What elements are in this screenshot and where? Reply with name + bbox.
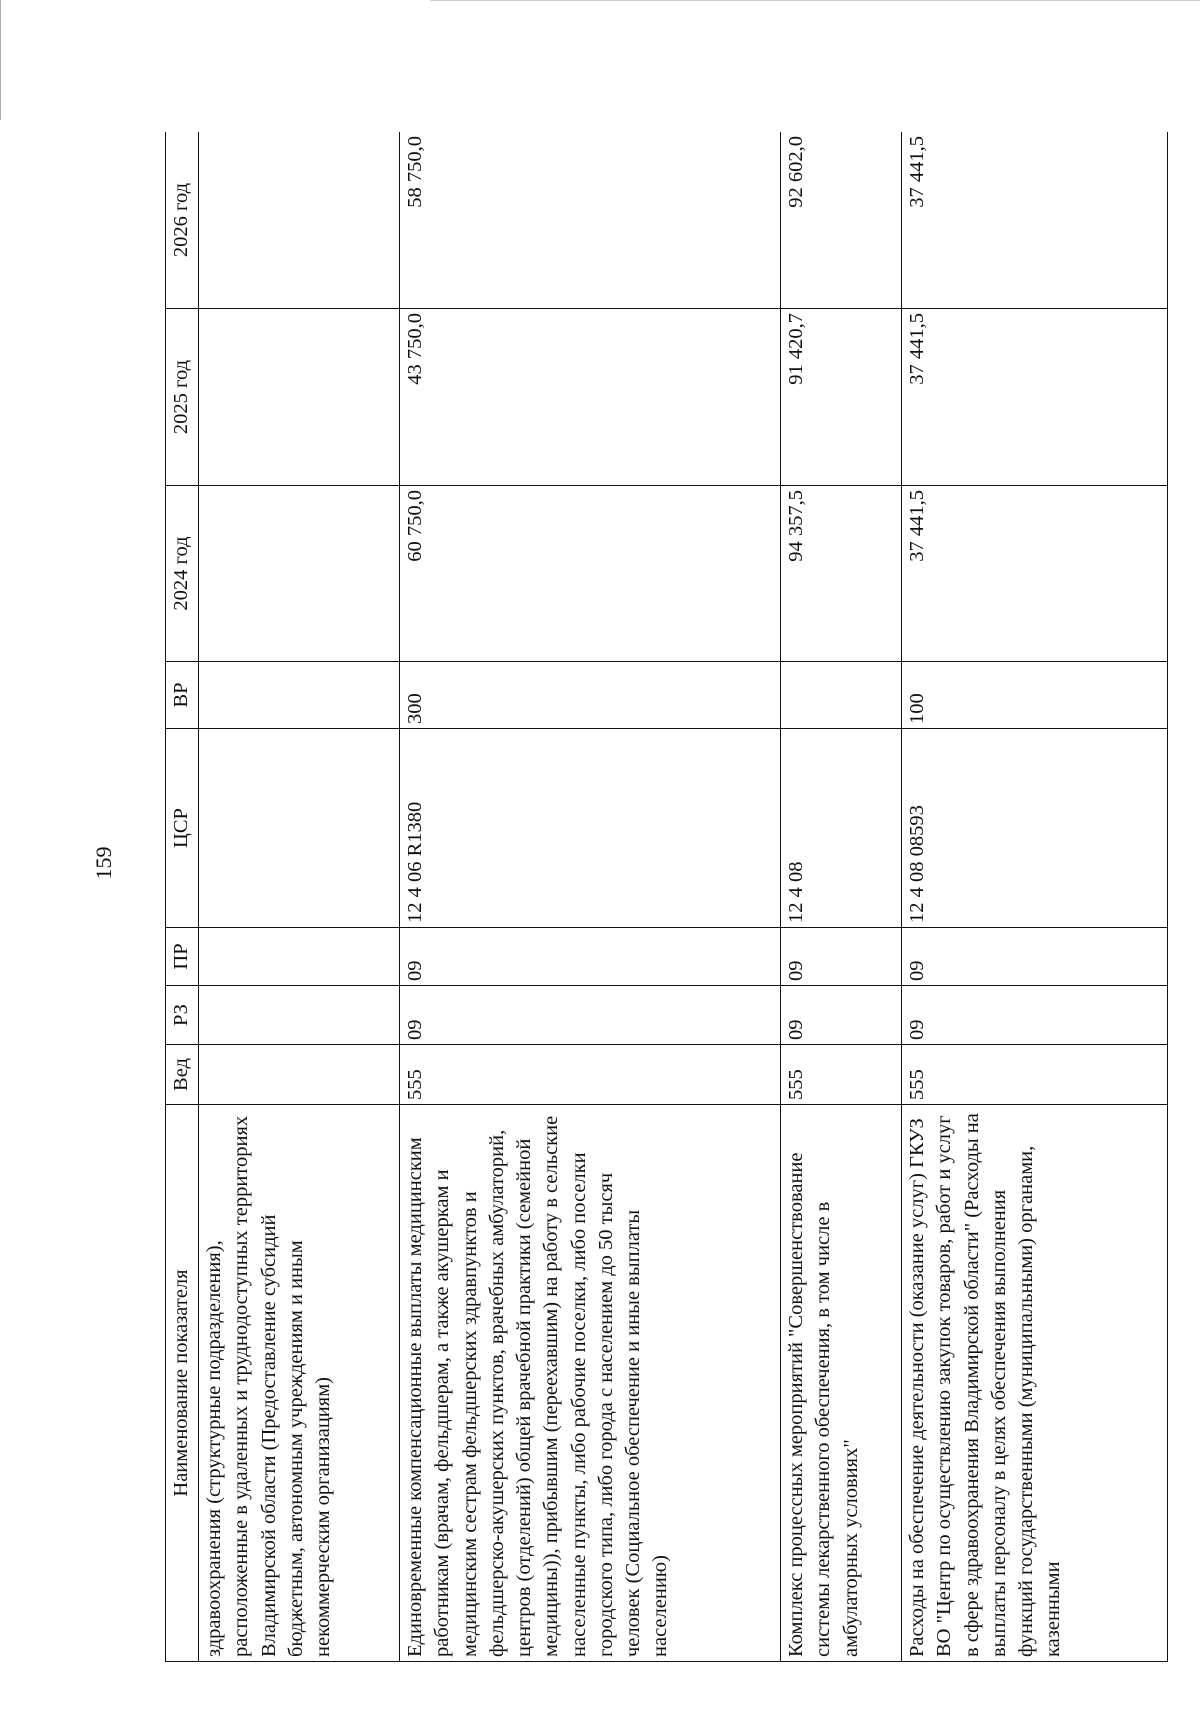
cell-2025 xyxy=(199,309,400,486)
header-2026: 2026 год xyxy=(166,132,199,309)
budget-table-container xyxy=(165,132,1168,1662)
cell-ved xyxy=(199,1045,400,1105)
header-pr: ПР xyxy=(166,928,199,986)
header-csr: ЦСР xyxy=(166,729,199,928)
cell-2024: 37 441,5 xyxy=(902,486,1168,662)
cell-vr: 100 xyxy=(902,662,1168,729)
cell-rz: 09 xyxy=(902,986,1168,1045)
budget-table xyxy=(165,132,1168,1662)
table-row xyxy=(781,132,902,1662)
cell-2026 xyxy=(199,132,400,309)
rotated-table-wrapper xyxy=(165,132,1168,1662)
cell-2025: 91 420,7 xyxy=(781,309,902,486)
table-header-row xyxy=(166,132,199,1662)
cell-name: Единовременные компенсационные выплаты медицинским работникам (врачам, фельдшерам, а также акушеркам и медицинским сестрам фельдшерских здравпунктов и фельдшерско-акушерских пунктов, врачебных амбулаторий, центров (отделений) общей врачебной практики (семейной медицины)), прибывшим (переехавшим) на работу в сельские населенные пункты, либо рабочие поселки, либо поселки городского типа, либо города с населением до 50 тысяч человек (Социальное обеспечение и иные выплаты населению) xyxy=(400,1105,781,1662)
cell-2026: 37 441,5 xyxy=(902,132,1168,309)
cell-2025: 37 441,5 xyxy=(902,309,1168,486)
cell-rz: 09 xyxy=(781,986,902,1045)
cell-2026: 58 750,0 xyxy=(400,132,781,309)
cell-rz xyxy=(199,986,400,1045)
cell-pr: 09 xyxy=(781,928,902,986)
header-rz: РЗ xyxy=(166,986,199,1045)
cell-2026: 92 602,0 xyxy=(781,132,902,309)
table-row xyxy=(902,132,1168,1662)
cell-vr xyxy=(781,662,902,729)
header-vr: ВР xyxy=(166,662,199,729)
cell-ved: 555 xyxy=(400,1045,781,1105)
table-row xyxy=(199,132,400,1662)
header-2025: 2025 год xyxy=(166,309,199,486)
scan-edge-top xyxy=(430,0,1200,1)
cell-csr: 12 4 08 xyxy=(781,729,902,928)
table-row xyxy=(400,132,781,1662)
cell-csr: 12 4 06 R1380 xyxy=(400,729,781,928)
cell-csr: 12 4 08 08593 xyxy=(902,729,1168,928)
cell-vr: 300 xyxy=(400,662,781,729)
cell-2025: 43 750,0 xyxy=(400,309,781,486)
scan-edge-left xyxy=(0,0,1,120)
page-number: 159 xyxy=(91,846,116,880)
cell-2024: 60 750,0 xyxy=(400,486,781,662)
header-2024: 2024 год xyxy=(166,486,199,662)
cell-2024 xyxy=(199,486,400,662)
cell-vr xyxy=(199,662,400,729)
cell-pr xyxy=(199,928,400,986)
cell-csr xyxy=(199,729,400,928)
cell-ved: 555 xyxy=(902,1045,1168,1105)
cell-ved: 555 xyxy=(781,1045,902,1105)
cell-rz: 09 xyxy=(400,986,781,1045)
cell-name: Комплекс процессных мероприятий "Совершенствование системы лекарственного обеспечения, в том числе в амбулаторных условиях" xyxy=(781,1105,902,1662)
cell-pr: 09 xyxy=(902,928,1168,986)
header-ved: Вед xyxy=(166,1045,199,1105)
header-name: Наименование показателя xyxy=(166,1105,199,1662)
cell-name: Расходы на обеспечение деятельности (оказание услуг) ГКУЗ ВО "Центр по осуществлению закупок товаров, работ и услуг в сфере здравоохранения Владимирской области" (Расходы на выплаты персоналу в целях обеспечения выполнения функций государственными (муниципальными) органами, казенными xyxy=(902,1105,1168,1662)
cell-name: здравоохранения (структурные подразделения), расположенные в удаленных и труднодоступных территориях Владимирской области (Предоставление субсидий бюджетным, автономным учреждениям и иным некоммерческим организациям) xyxy=(199,1105,400,1662)
cell-pr: 09 xyxy=(400,928,781,986)
cell-2024: 94 357,5 xyxy=(781,486,902,662)
